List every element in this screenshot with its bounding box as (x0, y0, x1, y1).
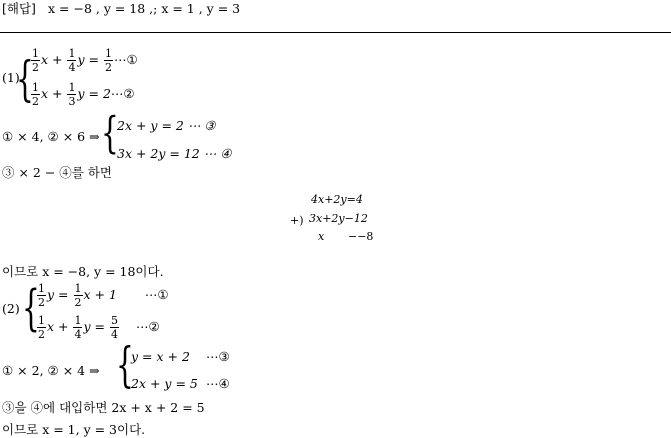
problem1-result-brace: { (101, 107, 119, 159)
problem1-multiply-step: ① × 4, ② × 6 ⇒ (2, 129, 100, 144)
problem2-result-eq4: 2x + y = 5 (131, 376, 198, 391)
problem2-result-eq3-tag: ⋯③ (206, 349, 230, 364)
problem1-result-eq3: 2x + y = 2 ⋯ ③ (117, 118, 216, 133)
problem2-substitution: ③을 ④에 대입하면 2x + x + 2 = 5 (2, 400, 205, 415)
problem1-system-brace: { (16, 50, 34, 107)
problem1-label: (1) (2, 70, 20, 85)
problem1-result-eq4: 3x + 2y = 12 ⋯ ④ (117, 146, 232, 161)
subtraction-sign: +) (290, 214, 304, 227)
problem1-conclusion: 이므로 x = −8, y = 18이다. (2, 264, 164, 279)
problem2-result-eq4-tag: ⋯④ (206, 376, 230, 391)
answer-summary: x = −8 , y = 18 ,; x = 1 , y = 3 (48, 1, 241, 16)
problem1-operation-line: ③ × 2 − ④를 하면 (2, 165, 112, 180)
subtraction-row-1: 4x+2y=4 (311, 193, 363, 206)
problem2-conclusion: 이므로 x = 1, y = 3이다. (2, 422, 146, 437)
problem2-result-brace: { (116, 336, 134, 393)
answer-label: [해답] (2, 1, 36, 16)
subtraction-result-x: x (318, 230, 325, 243)
problem2-equation-1: $\frac{1}{2}$ y = $\frac{1}{2}$ x + 1 ⋯① (38, 282, 169, 309)
problem2-multiply-step: ① × 2, ② × 4 ⇒ (2, 363, 100, 378)
problem2-system-brace: { (22, 278, 40, 337)
header-divider (0, 32, 671, 33)
problem2-equation-2: $\frac{1}{2}$ x + $\frac{1}{4}$ y = $\frac{5}{4}$ ⋯② (38, 314, 160, 341)
subtraction-result-value: −−8 (348, 230, 374, 243)
problem2-result-eq3: y = x + 2 (131, 349, 190, 364)
problem2-label: (2) (2, 301, 20, 316)
subtraction-row-2: 3x+2y−12 (309, 212, 368, 225)
problem1-equation-1: $\frac{1}{2}$ x + $\frac{1}{4}$ y = $\frac{1}{2}$ ⋯① (32, 47, 138, 74)
problem1-equation-2: $\frac{1}{2}$ x + $\frac{1}{3}$ y = 2⋯② (32, 81, 135, 108)
